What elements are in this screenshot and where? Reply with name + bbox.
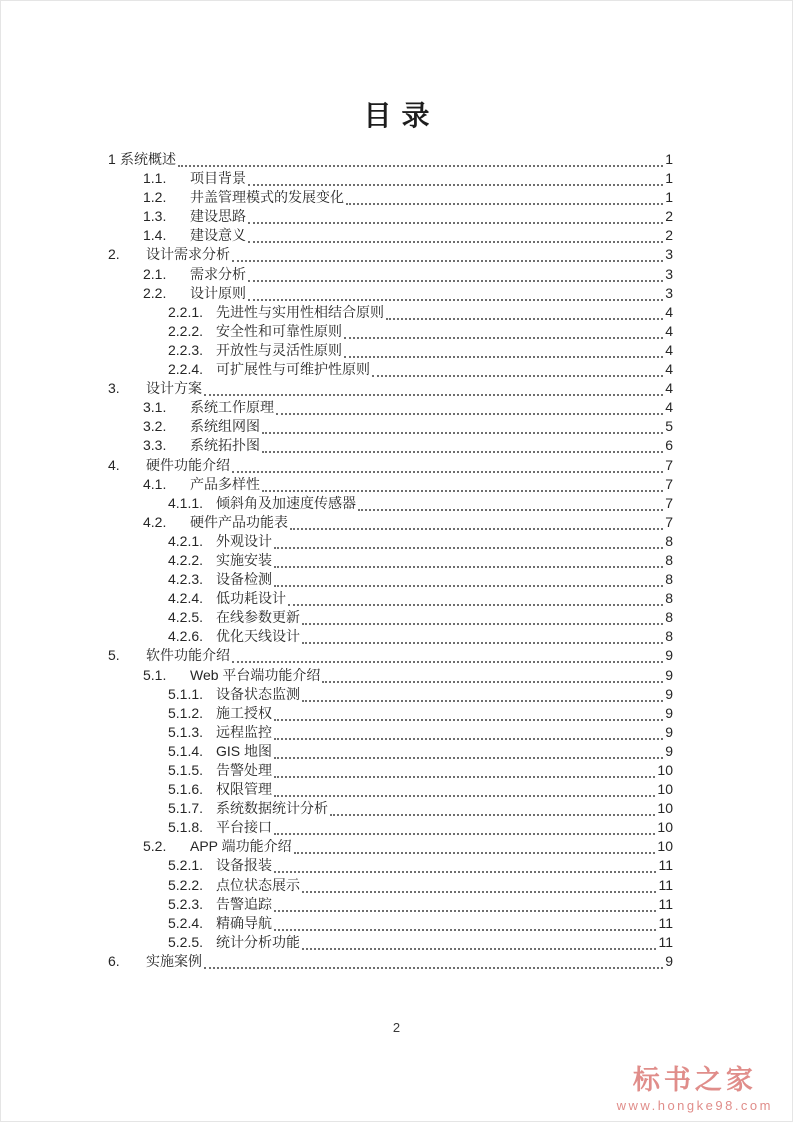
toc-entry-page: 10 — [657, 781, 673, 798]
toc-entry[interactable] — [108, 284, 673, 303]
toc-entry-title: 精确导航 — [216, 914, 272, 931]
dot-leader — [344, 341, 663, 358]
dot-leader — [274, 570, 663, 587]
toc-entry-page: 1 — [665, 151, 673, 167]
toc-entry-title: 开放性与灵活性原则 — [216, 341, 342, 358]
toc-entry-number: 5.2.5. — [168, 933, 204, 950]
toc-entry-page: 3 — [665, 284, 673, 301]
dot-leader — [232, 456, 663, 473]
toc-entry-title: 建设思路 — [190, 208, 246, 225]
toc-entry[interactable] — [108, 952, 673, 971]
toc-entry-number: 6. — [108, 952, 120, 969]
watermark-url: www.hongke98.com — [616, 1097, 773, 1113]
toc-entry-title: 建设意义 — [190, 227, 246, 244]
toc-entry-number: 5.1.1. — [168, 685, 204, 702]
toc-entry[interactable] — [108, 837, 673, 856]
toc-entry-number: 5.1.2. — [168, 704, 204, 721]
toc-entry-number: 5.1.4. — [168, 742, 204, 759]
toc-entry-title: 安全性和可靠性原则 — [216, 322, 342, 339]
toc-entry[interactable] — [108, 627, 673, 646]
toc-entry-page: 10 — [657, 762, 673, 778]
toc-entry-title: 远程监控 — [216, 723, 272, 740]
toc-entry[interactable] — [108, 723, 673, 742]
page-title: 目录 — [363, 100, 440, 131]
dot-leader — [204, 379, 663, 396]
toc-entry-number: 5.1.5. — [168, 762, 204, 778]
dot-leader — [372, 360, 663, 377]
toc-entry-title: 平台接口 — [216, 819, 272, 836]
toc-entry[interactable] — [108, 895, 673, 914]
toc-entry[interactable] — [108, 761, 673, 780]
dot-leader — [274, 818, 655, 835]
toc-entry-page: 4 — [665, 341, 673, 358]
toc-entry-number: 4.2.5. — [168, 609, 204, 626]
dot-leader — [302, 685, 663, 702]
dot-leader — [248, 265, 663, 282]
toc-entry-title: 设备状态监测 — [216, 685, 300, 702]
toc-entry-page: 1 — [665, 189, 673, 206]
dot-leader — [248, 169, 663, 186]
watermark-brand: 标书之家 — [632, 1065, 757, 1096]
toc-entry[interactable] — [108, 494, 673, 513]
toc-entry-title: 设计原则 — [190, 284, 246, 301]
toc-entry-number: 4.2.3. — [168, 571, 204, 588]
toc-entry-title: Web 平台端功能介绍 — [190, 666, 321, 683]
dot-leader — [274, 551, 663, 568]
toc-entry-title: 产品多样性 — [190, 475, 260, 492]
toc-entry-page: 8 — [665, 609, 673, 626]
toc-entry-page: 8 — [665, 590, 673, 607]
toc-entry-number: 2.1. — [143, 265, 167, 282]
dot-leader — [302, 876, 656, 893]
toc-entry-page: 9 — [665, 952, 673, 969]
toc-entry-number: 5.2.4. — [168, 914, 204, 931]
dot-leader — [232, 245, 663, 262]
toc-entry-title: 系统数据统计分析 — [216, 800, 328, 817]
toc-entry-title: 项目背景 — [190, 170, 246, 187]
toc-entry-page: 9 — [665, 647, 673, 664]
toc-entry-page: 4 — [665, 399, 673, 416]
toc-entry[interactable] — [108, 589, 673, 608]
toc-entry-page: 6 — [665, 437, 673, 454]
toc-entry-number: 5.2.3. — [168, 895, 204, 912]
toc-entry-number: 3.1. — [143, 399, 167, 416]
toc-entry[interactable] — [108, 398, 673, 417]
toc-entry-number: 5.1.8. — [168, 819, 204, 836]
toc-entry-number: 5. — [108, 647, 120, 664]
dot-leader — [178, 150, 663, 167]
toc-entry-page: 3 — [665, 265, 673, 282]
dot-leader — [262, 436, 663, 453]
toc-entry[interactable] — [108, 532, 673, 551]
toc-entry[interactable] — [108, 799, 673, 818]
toc-entry[interactable] — [108, 188, 673, 207]
toc-entry-title: 系统组网图 — [190, 418, 260, 435]
toc-entry[interactable] — [108, 780, 673, 799]
toc-entry-number: 4.2.4. — [168, 590, 204, 607]
toc-entry-number: 5.1.6. — [168, 781, 204, 798]
dot-leader — [274, 914, 656, 931]
dot-leader — [274, 761, 655, 778]
dot-leader — [358, 494, 663, 511]
toc-entry-title: APP 端功能介绍 — [190, 838, 292, 855]
toc-entry-number: 5.1. — [143, 666, 167, 683]
toc-entry-number: 2.2.1. — [168, 303, 204, 320]
toc-entry-number: 4.2.6. — [168, 628, 204, 645]
toc-entry-page: 11 — [658, 876, 673, 893]
toc-entry-number: 3.3. — [143, 437, 167, 454]
toc-entry-page: 11 — [658, 914, 673, 931]
toc-entry[interactable] — [108, 513, 673, 532]
dot-leader — [274, 723, 663, 740]
toc-entry-number: 1 — [108, 151, 116, 167]
dot-leader — [294, 837, 656, 854]
toc-entry-title: 系统工作原理 — [190, 399, 274, 416]
toc-entry-number: 2. — [108, 246, 120, 263]
toc-entry[interactable] — [108, 322, 673, 341]
toc-entry-page: 4 — [665, 322, 673, 339]
toc-entry-page: 9 — [665, 666, 673, 683]
dot-leader — [274, 856, 656, 873]
toc-entry[interactable] — [108, 207, 673, 226]
toc-entry-title: 倾斜角及加速度传感器 — [216, 494, 356, 511]
dot-leader — [290, 513, 663, 530]
toc-entry-number: 4.1. — [143, 475, 167, 492]
dot-leader — [274, 704, 663, 721]
toc-entry-title: GIS 地图 — [216, 742, 273, 759]
toc-entry-title: 设计需求分析 — [146, 246, 230, 263]
toc-entry-number: 5.2.1. — [168, 857, 204, 874]
dot-leader — [330, 799, 655, 816]
dot-leader — [288, 589, 663, 606]
toc-entry-page: 8 — [665, 532, 673, 549]
toc-entry[interactable] — [108, 742, 673, 761]
toc-entry-page: 10 — [657, 819, 673, 836]
dot-leader — [344, 322, 663, 339]
toc-entry[interactable] — [108, 379, 673, 398]
toc-entry-title: 系统概述 — [120, 151, 176, 167]
toc-entry[interactable] — [108, 646, 673, 665]
toc-entry-number: 2.2.2. — [168, 322, 204, 339]
dot-leader — [276, 398, 663, 415]
toc-entry[interactable] — [108, 666, 673, 685]
toc-entry-title: 实施安装 — [216, 551, 272, 568]
dot-leader — [302, 627, 663, 644]
dot-leader — [386, 303, 663, 320]
toc-entry-title: 告警处理 — [216, 762, 272, 778]
toc-entry[interactable] — [108, 704, 673, 723]
toc-entry-page: 1 — [665, 170, 673, 187]
toc-entry-title: 实施案例 — [146, 952, 202, 969]
toc-entry-page: 10 — [657, 800, 673, 817]
toc-entry-page: 2 — [665, 208, 673, 225]
toc-entry[interactable] — [108, 303, 673, 322]
toc-entry-page: 7 — [665, 513, 673, 530]
toc-entry-number: 5.1.3. — [168, 723, 204, 740]
toc-entry[interactable] — [108, 818, 673, 837]
toc-entry[interactable] — [108, 475, 673, 494]
toc-entry-page: 4 — [665, 380, 673, 397]
toc-entry-title: 统计分析功能 — [216, 933, 300, 950]
toc-entry-title: 在线参数更新 — [216, 609, 300, 626]
toc-entry-number: 4.2. — [143, 513, 167, 530]
dot-leader — [274, 532, 663, 549]
toc-entry-number: 2.2. — [143, 284, 167, 301]
toc-entry-title: 低功耗设计 — [216, 590, 286, 607]
toc-entry[interactable] — [108, 245, 673, 264]
toc-entry[interactable] — [108, 856, 673, 875]
toc-entry-number: 1.1. — [143, 170, 167, 187]
toc-entry[interactable] — [108, 265, 673, 284]
footer-page-number: 2 — [392, 1020, 401, 1035]
toc-entry-number: 2.2.4. — [168, 361, 204, 378]
toc-entry-page: 8 — [665, 628, 673, 645]
toc-entry[interactable] — [108, 685, 673, 704]
toc-entry-page: 8 — [665, 551, 673, 568]
dot-leader — [248, 226, 663, 243]
dot-leader — [248, 207, 663, 224]
toc-entry-page: 7 — [665, 456, 673, 473]
toc-entry[interactable] — [108, 436, 673, 455]
toc-entry-page: 11 — [658, 895, 673, 912]
dot-leader — [232, 646, 663, 663]
toc-entry-page: 7 — [665, 494, 673, 511]
toc-entry-number: 4.2.1. — [168, 532, 204, 549]
toc-entry-number: 3.2. — [143, 418, 167, 435]
toc-entry-title: 软件功能介绍 — [146, 647, 230, 664]
toc-entry-page: 8 — [665, 571, 673, 588]
toc-entry-title: 设备检测 — [216, 571, 272, 588]
toc-entry-title: 系统拓扑图 — [190, 437, 260, 454]
toc-entry-number: 5.2. — [143, 838, 167, 855]
toc-entry-title: 外观设计 — [216, 532, 272, 549]
toc-entry-page: 2 — [665, 227, 673, 244]
toc-entry-title: 设备报装 — [216, 857, 272, 874]
toc-entry-number: 4.2.2. — [168, 551, 204, 568]
toc-entry-page: 9 — [665, 742, 673, 759]
dot-leader — [262, 475, 663, 492]
toc-entry-page: 10 — [657, 838, 673, 855]
toc-entry-title: 告警追踪 — [216, 895, 272, 912]
watermark — [617, 1066, 773, 1113]
dot-leader — [322, 666, 663, 683]
toc-entry-page: 5 — [665, 418, 673, 435]
dot-leader — [274, 780, 655, 797]
toc-entry-title: 设计方案 — [146, 380, 202, 397]
toc-entry[interactable] — [108, 169, 673, 188]
dot-leader — [204, 952, 663, 969]
toc-entry-number: 1.4. — [143, 227, 167, 244]
toc-entry-title: 优化天线设计 — [216, 628, 300, 645]
toc-entry[interactable] — [108, 933, 673, 952]
dot-leader — [274, 895, 656, 912]
toc-entry[interactable] — [108, 914, 673, 933]
dot-leader — [302, 608, 663, 625]
toc-entry[interactable] — [108, 456, 673, 475]
toc-entry-number: 1.2. — [143, 189, 167, 206]
toc-entry-title: 先进性与实用性相结合原则 — [216, 303, 384, 320]
toc-entry-title: 硬件功能介绍 — [146, 456, 230, 473]
toc-entry-number: 2.2.3. — [168, 341, 204, 358]
toc-entry-page: 9 — [665, 704, 673, 721]
toc-entry-number: 4. — [108, 456, 120, 473]
dot-leader — [262, 417, 663, 434]
toc-entry[interactable] — [108, 417, 673, 436]
toc-entry-title: 井盖管理模式的发展变化 — [190, 189, 344, 206]
toc-entry-page: 11 — [658, 857, 673, 874]
toc-entry-page: 7 — [665, 475, 673, 492]
toc-entry[interactable] — [108, 608, 673, 627]
toc-entry-number: 5.1.7. — [168, 800, 204, 817]
toc-entry-page: 4 — [665, 303, 673, 320]
dot-leader — [274, 742, 663, 759]
toc-entry[interactable] — [108, 341, 673, 360]
toc-entry[interactable] — [108, 551, 673, 570]
toc-entry-page: 3 — [665, 246, 673, 263]
toc-entry-page: 9 — [665, 685, 673, 702]
toc-entry-title: 施工授权 — [216, 704, 272, 721]
toc-entry[interactable] — [108, 226, 673, 245]
toc-entry-title: 需求分析 — [190, 265, 246, 282]
toc-entry-page: 9 — [665, 723, 673, 740]
dot-leader — [248, 284, 663, 301]
toc-entry[interactable] — [108, 150, 673, 169]
toc-entry[interactable] — [108, 876, 673, 895]
toc-entry-title: 硬件产品功能表 — [190, 513, 288, 530]
toc-entry-title: 点位状态展示 — [216, 876, 300, 893]
toc-entry-number: 1.3. — [143, 208, 167, 225]
dot-leader — [302, 933, 656, 950]
toc-list — [108, 150, 673, 971]
toc-entry-page: 4 — [665, 361, 673, 378]
toc-entry-title: 可扩展性与可维护性原则 — [216, 361, 370, 378]
toc-entry[interactable] — [108, 570, 673, 589]
toc-entry-title: 权限管理 — [216, 781, 272, 798]
toc-entry-number: 4.1.1. — [168, 494, 204, 511]
toc-entry-number: 3. — [108, 380, 120, 397]
toc-entry-number: 5.2.2. — [168, 876, 204, 893]
toc-entry[interactable] — [108, 360, 673, 379]
toc-entry-page: 11 — [658, 933, 673, 950]
dot-leader — [346, 188, 663, 205]
